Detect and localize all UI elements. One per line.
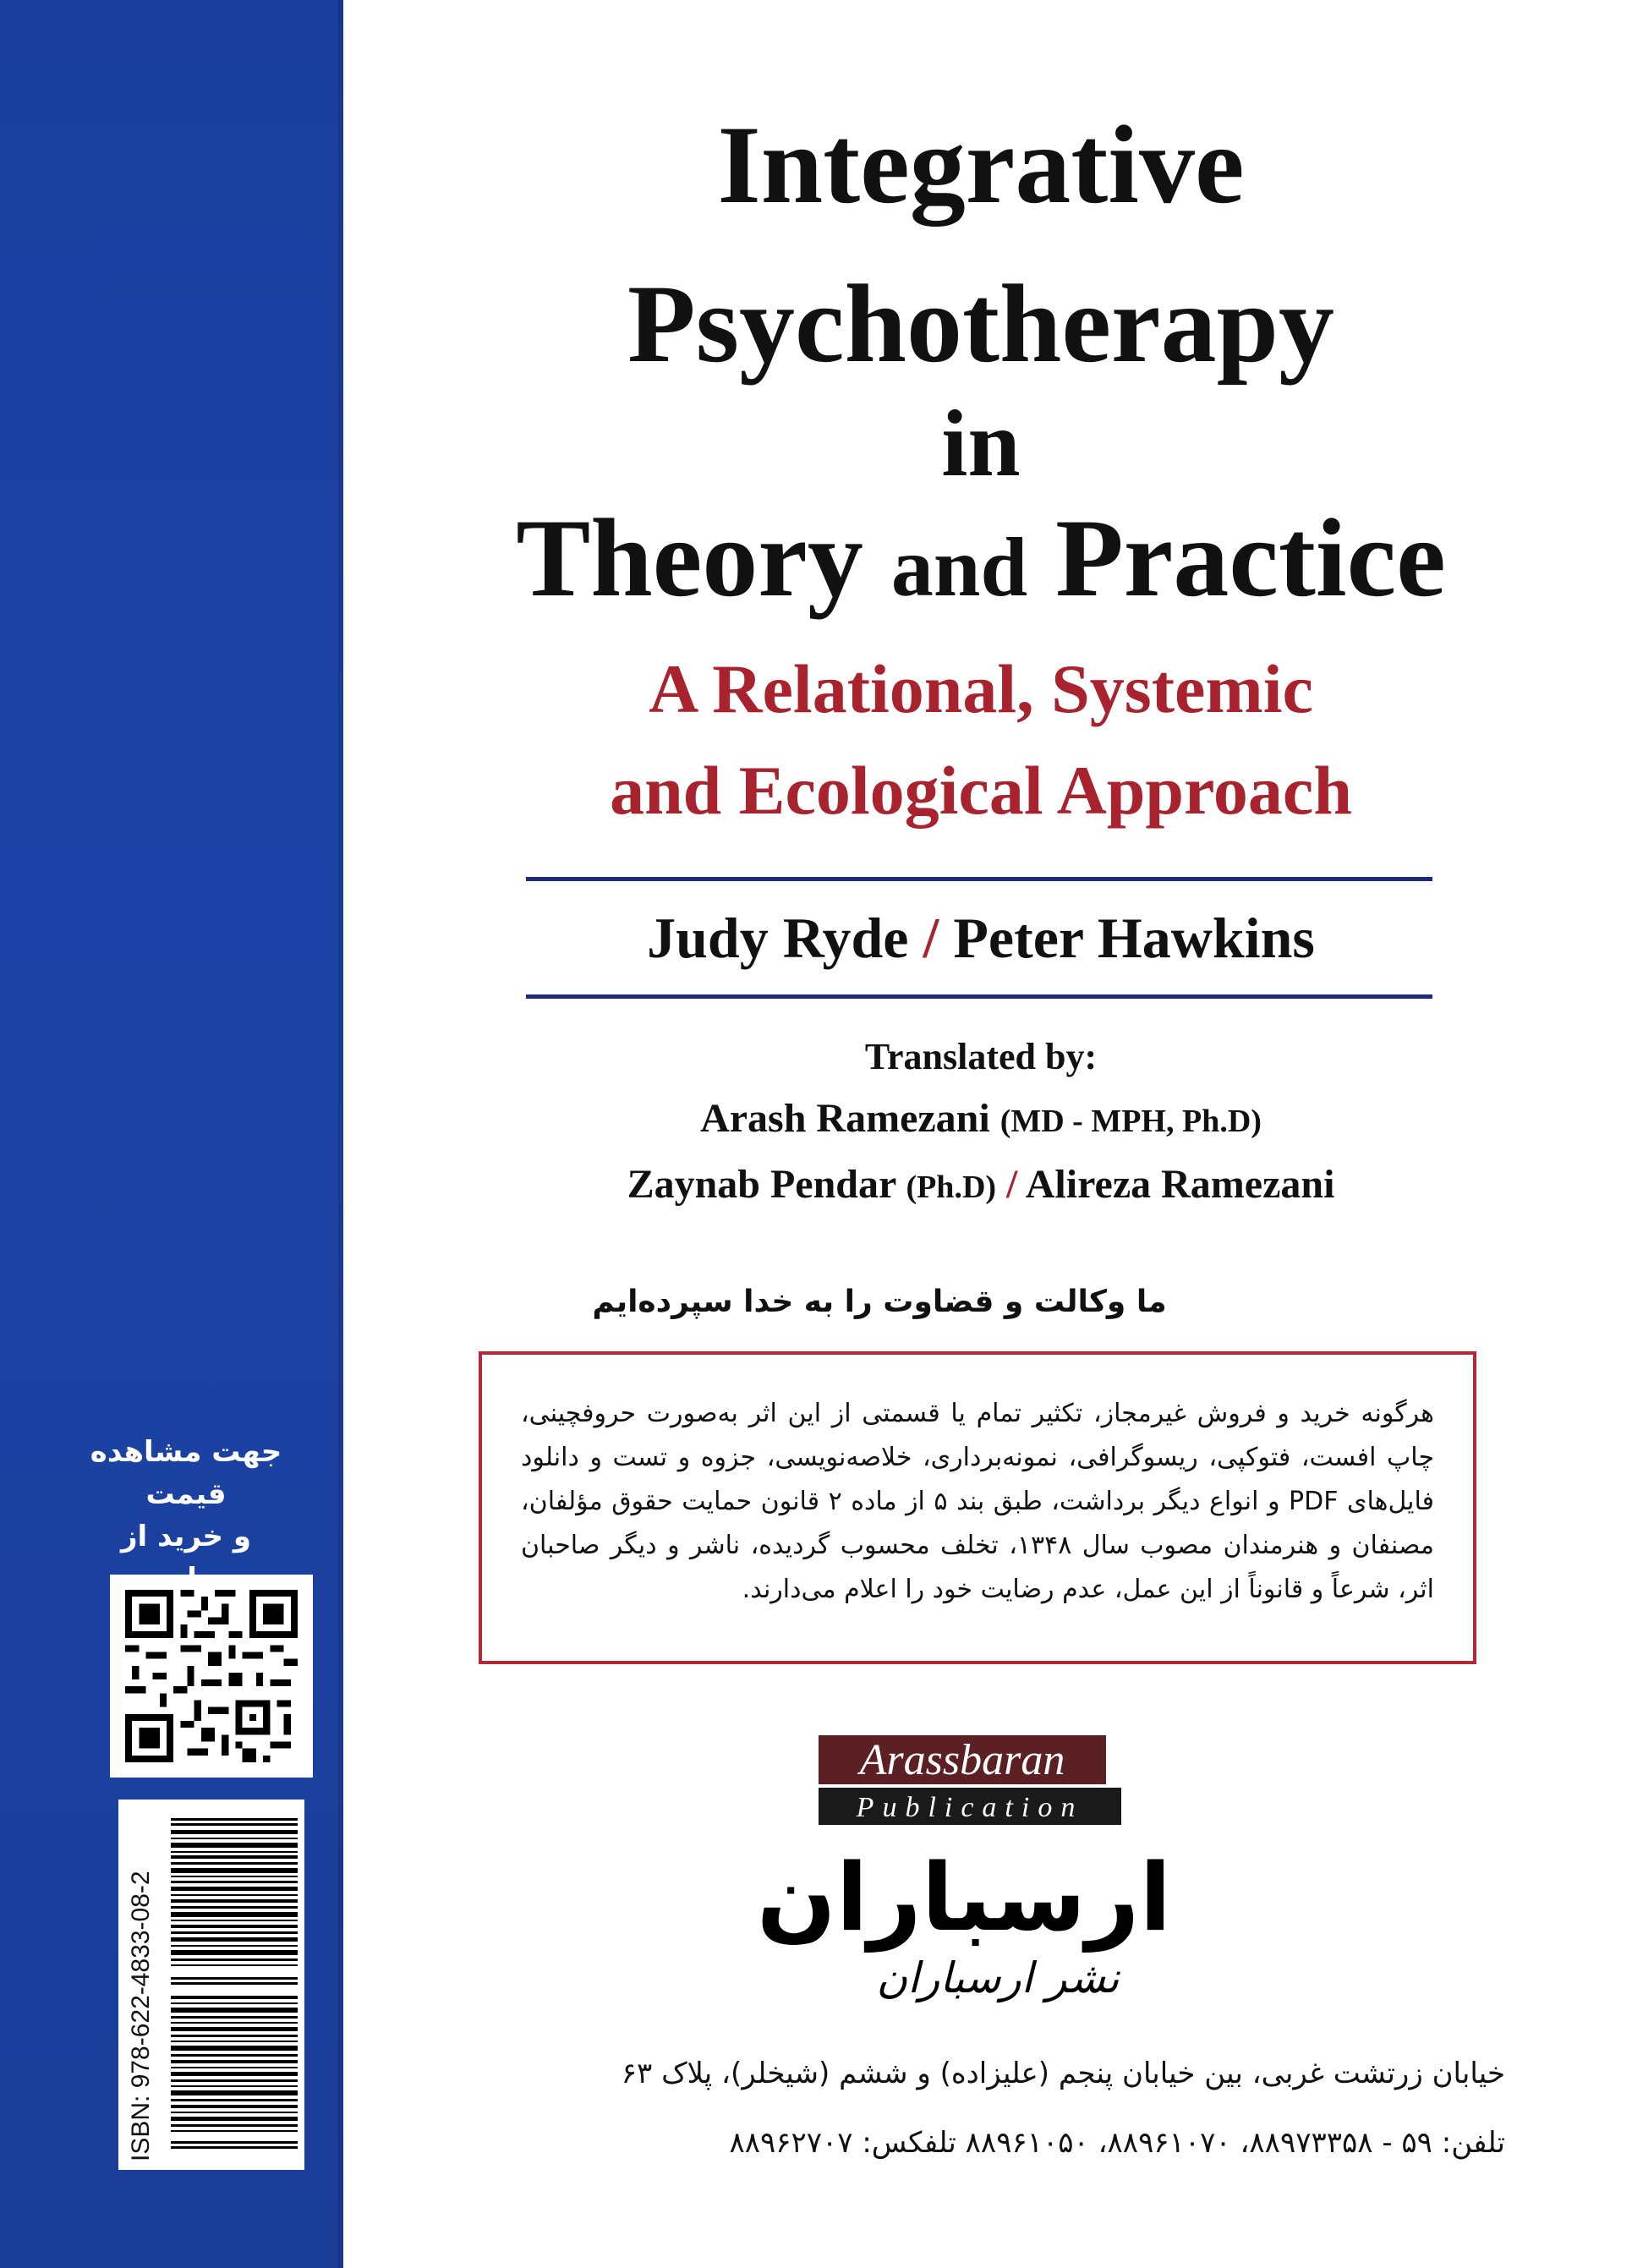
publisher-phones: تلفن: ۵۹ - ۸۸۹۷۳۳۵۸، ۸۸۹۶۱۰۷۰، ۸۸۹۶۱۰۵۰ تلفکس: ۸۸۹۶۲۷۰۷ bbox=[729, 2126, 1505, 2160]
publisher-address: خیابان زرتشت غربی، بین خیابان پنجم (علیزاده) و ششم (شیخلر)، پلاک ۶۳ bbox=[621, 2057, 1505, 2090]
logo-fa-small: نشر ارسباران bbox=[876, 1953, 1120, 2002]
title-line-1: Integrative bbox=[717, 102, 1245, 227]
publisher-logo-persian-graphic bbox=[756, 1837, 1172, 2009]
title-line-3: in bbox=[941, 392, 1021, 496]
title-and: and bbox=[890, 520, 1028, 614]
qr-caption-line1: جهت مشاهده قیمت bbox=[90, 1435, 282, 1511]
translator-2-name: Zaynab Pendar bbox=[627, 1162, 896, 1207]
qr-code-icon[interactable] bbox=[110, 1575, 313, 1778]
translator-3-name: Alireza Ramezani bbox=[1025, 1162, 1335, 1207]
subtitle-line-2: and Ecological Approach bbox=[610, 752, 1352, 829]
author-2: Peter Hawkins bbox=[953, 906, 1315, 970]
divider-bottom bbox=[526, 994, 1432, 999]
translator-line-2 bbox=[355, 1157, 1607, 1215]
translator-separator: / bbox=[1006, 1162, 1018, 1207]
qr-code-graphic bbox=[125, 1590, 298, 1762]
subtitle-line-1: A Relational, Systemic bbox=[649, 650, 1313, 727]
publisher-logo-latin bbox=[819, 1735, 1121, 1827]
title-practice: Practice bbox=[1055, 496, 1446, 620]
translator-1-name: Arash Ramezani bbox=[700, 1096, 990, 1141]
spine-shadow bbox=[338, 0, 345, 2268]
publisher-logo-persian bbox=[756, 1837, 1172, 2009]
qr-caption-line2: و خرید از bbox=[120, 1520, 252, 1553]
author-1: Judy Ryde bbox=[647, 906, 909, 970]
publisher-logo-latin-graphic bbox=[819, 1735, 1121, 1827]
logo-latin-line2: Publication bbox=[856, 1792, 1084, 1823]
isbn-label: ISBN: 978-622-4833-08-2 bbox=[127, 1871, 155, 2161]
translator-1-degree: (MD - MPH, Ph.D) bbox=[999, 1104, 1262, 1139]
translated-by-label: Translated by: bbox=[864, 1036, 1098, 1077]
motto: ما وکالت و قضاوت را به خدا سپرده‌ایم bbox=[592, 1285, 1167, 1319]
logo-latin-line1: Arassbaran bbox=[859, 1736, 1065, 1784]
authors bbox=[355, 901, 1607, 975]
logo-fa-big: ارسباران bbox=[756, 1843, 1172, 1952]
author-separator: / bbox=[923, 906, 939, 970]
title-theory: Theory bbox=[516, 496, 863, 620]
translator-2-degree: (Ph.D) bbox=[906, 1170, 997, 1205]
title-line-2: Psychotherapy bbox=[627, 261, 1334, 386]
divider-top bbox=[526, 877, 1432, 881]
translator-line-1 bbox=[355, 1091, 1607, 1149]
copyright-notice: هرگونه خرید و فروش غیرمجاز، تکثیر تمام یا قسمتی از این اثر به‌صورت حروفچینی، چاپ افست، فتوکپی، ریسوگرافی، نمونه‌برداری، خلاصه‌نویسی، جزوه و تست و دانلود فایل‌های PDF و انواع دیگر برداشت، طبق بند ۵ از ماده ۲ قانون حمایت حقوق مؤلفان، مصنفان و هنرمندان مصوب سال ۱۳۴۸، تخلف محسوب گردیده، ناشر و دیگر صاحبان اثر، شرعاً و قانوناً از این عمل، عدم رضایت خود را اعلام می‌دارند. bbox=[479, 1351, 1476, 1664]
title-line-4 bbox=[355, 495, 1607, 631]
